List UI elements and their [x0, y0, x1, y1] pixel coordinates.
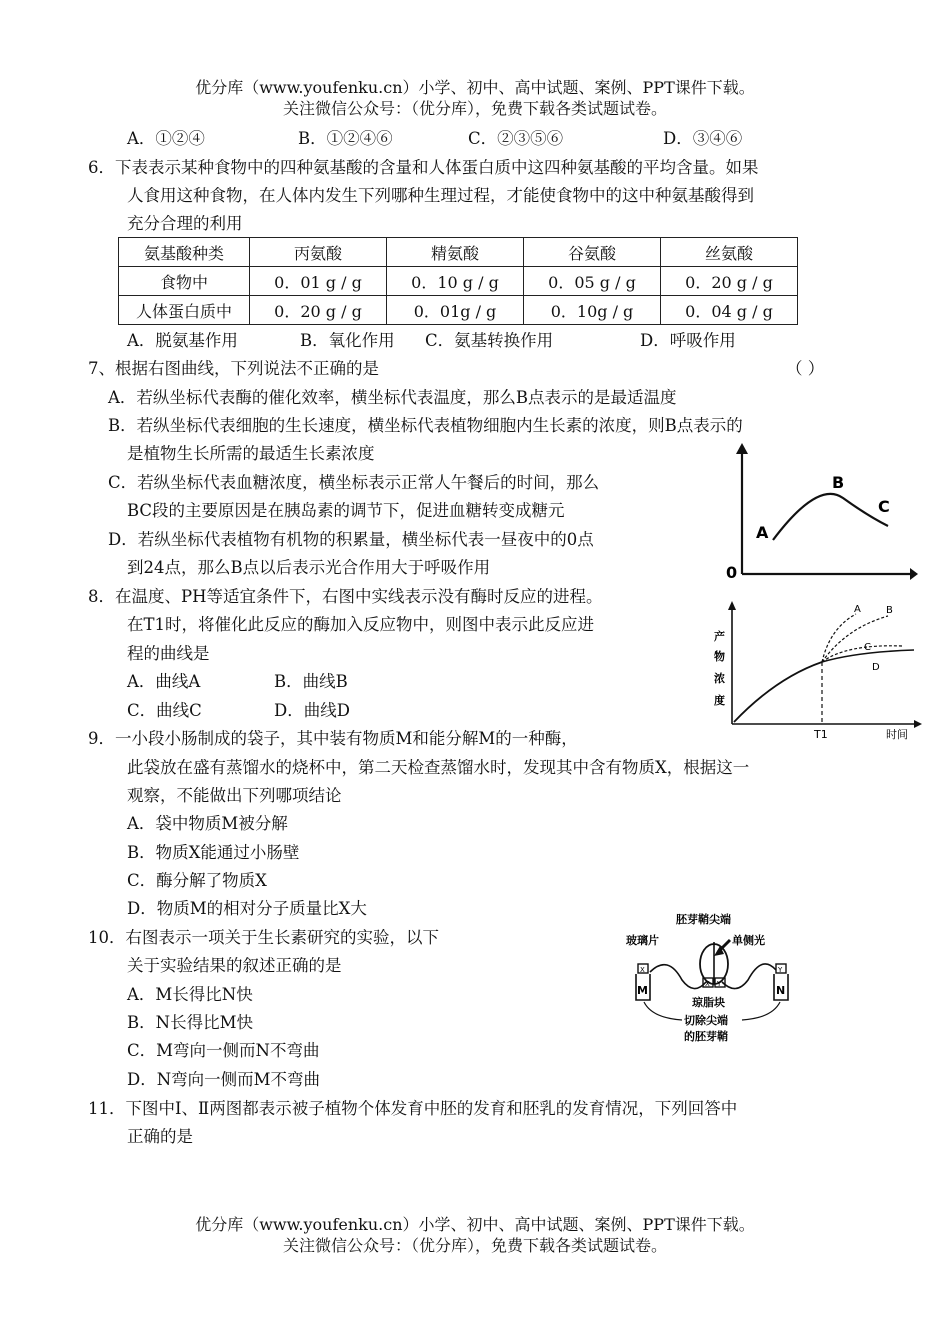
q9-option-d: D．物质M的相对分子质量比X大 — [127, 899, 367, 918]
cut-label-1: 切除尖端 — [684, 1014, 728, 1027]
ylabel-char: 产 — [714, 630, 725, 643]
q9-option-c: C．酶分解了物质X — [127, 871, 267, 890]
curve-label-b: B — [886, 605, 893, 616]
y-axis-arrow-icon — [736, 443, 748, 454]
table-header-row — [119, 238, 798, 267]
header-line-1: 优分库（www.youfenku.cn）小学、初中、高中试题、案例、PPT课件下载。 — [195, 78, 755, 97]
pointer-line-n — [742, 1002, 780, 1020]
q7-option-a: A．若纵坐标代表酶的催化效率，横坐标代表温度，那么B点表示的是最适温度 — [108, 388, 677, 407]
q10-option-c: C．M弯向一侧而N不弯曲 — [127, 1041, 320, 1060]
q6-option-d: D．呼吸作用 — [640, 331, 736, 350]
arrow-to-n — [722, 964, 776, 989]
q6-option-a: A．脱氨基作用 — [127, 331, 238, 350]
ylabel-char: 物 — [714, 650, 725, 663]
xlabel: 时间 — [886, 728, 908, 741]
q6-stem-1: 6．下表表示某种食物中的四种氨基酸的含量和人体蛋白质中这四种氨基酸的平均含量。如果 — [88, 158, 759, 177]
q6-option-c: C．氨基转换作用 — [425, 331, 554, 350]
arrow-to-m — [650, 965, 706, 989]
x-axis-arrow-icon — [910, 568, 918, 580]
q9-stem-1: 9．一小段小肠制成的袋子，其中装有物质M和能分解M的一种酶， — [88, 729, 578, 748]
table-header-cell: 丙氨酸 — [250, 238, 387, 267]
table-header-cell: 氨基酸种类 — [119, 238, 250, 267]
m-agar-label: X — [640, 966, 645, 974]
table-cell: 0．20 g / g — [250, 296, 387, 325]
table-header-cell: 谷氨酸 — [524, 238, 661, 267]
label-c: C — [878, 497, 890, 516]
table-cell: 人体蛋白质中 — [119, 296, 250, 325]
solid-curve-no-enzyme — [734, 662, 822, 722]
curve-label-c: C — [864, 642, 871, 653]
curve-label-d: D — [872, 662, 880, 673]
q7-stem: 7、根据右图曲线，下列说法不正确的是 — [88, 359, 379, 378]
q6-stem-3: 充分合理的利用 — [127, 214, 243, 233]
q8-stem-3: 程的曲线是 — [127, 644, 210, 663]
q10-option-d: D．N弯向一侧而M不弯曲 — [127, 1070, 321, 1089]
n-agar-label: Y — [778, 966, 783, 974]
q6-option-b: B．氧化作用 — [300, 331, 395, 350]
amino-acid-table — [118, 237, 798, 325]
q8-option-d: D．曲线D — [274, 701, 350, 720]
q8-stem-2: 在T1时，将催化此反应的酶加入反应物中，则图中表示此反应进 — [127, 615, 595, 634]
label-a: A — [756, 523, 769, 542]
q5-option-d: D．③④⑥ — [663, 129, 743, 148]
label-b: B — [832, 473, 845, 492]
q7-answer-paren: （ ） — [786, 359, 825, 378]
x-axis-arrow-icon — [914, 720, 922, 728]
q8-option-b: B．曲线B — [274, 672, 348, 691]
q8-option-c: C．曲线C — [127, 701, 202, 720]
q5-option-c: C．②③⑤⑥ — [468, 129, 564, 148]
table-cell: 0．20 g / g — [661, 267, 798, 296]
q10-option-a: A．M长得比N快 — [127, 985, 253, 1004]
y-axis-arrow-icon — [728, 601, 736, 610]
q7-curve-figure — [718, 440, 918, 588]
curve-abc — [773, 494, 888, 540]
table-cell: 0．01 g / g — [250, 267, 387, 296]
n-label: N — [776, 984, 786, 997]
q7-option-d-2: 到24点，那么B点以后表示光合作用大于呼吸作用 — [127, 558, 491, 577]
q5-option-b: B．①②④⑥ — [298, 129, 393, 148]
origin-label: 0 — [726, 563, 738, 582]
q10-stem-2: 关于实验结果的叙述正确的是 — [127, 956, 342, 975]
table-cell: 0．10g / g — [524, 296, 661, 325]
curve-a — [822, 614, 856, 662]
curve-label-a: A — [854, 604, 861, 615]
light-label: 单侧光 — [732, 934, 765, 947]
table-cell: 0．04 g / g — [661, 296, 798, 325]
q10-stem-1: 10．右图表示一项关于生长素研究的实验，以下 — [88, 928, 439, 947]
q9-stem-2: 此袋放在盛有蒸馏水的烧杯中，第二天检查蒸馏水时，发现其中含有物质X，根据这一 — [127, 758, 750, 777]
cut-label-2: 的胚芽鞘 — [684, 1030, 728, 1043]
table-header-cell: 精氨酸 — [387, 238, 524, 267]
q5-option-a: A．①②④ — [127, 129, 205, 148]
t1-label: T1 — [814, 728, 828, 741]
q7-option-b-1: B．若纵坐标代表细胞的生长速度，横坐标代表植物细胞内生长素的浓度，则B点表示的 — [108, 416, 743, 435]
m-label: M — [637, 984, 648, 997]
table-row — [119, 296, 798, 325]
q9-stem-3: 观察，不能做出下列哪项结论 — [127, 786, 342, 805]
q7-option-d-1: D．若纵坐标代表植物有机物的积累量，横坐标代表一昼夜中的0点 — [108, 530, 594, 549]
q11-stem-2: 正确的是 — [127, 1127, 193, 1146]
q6-stem-2: 人食用这种食物，在人体内发生下列哪种生理过程，才能使食物中的这中种氨基酸得到 — [127, 186, 754, 205]
header-line-2: 关注微信公众号：（优分库），免费下载各类试题试卷。 — [282, 99, 667, 118]
q10-option-b: B．N长得比M快 — [127, 1013, 253, 1032]
q7-option-c-2: BC段的主要原因是在胰岛素的调节下，促进血糖转变成糖元 — [127, 501, 565, 520]
agar-y-label: Y — [717, 980, 722, 988]
q8-option-a: A．曲线A — [127, 672, 201, 691]
agar-label: 琼脂块 — [692, 996, 725, 1009]
pointer-line-m — [644, 1002, 682, 1020]
q11-stem-1: 11．下图中Ⅰ、Ⅱ两图都表示被子植物个体发育中胚的发育和胚乳的发育情况，下列回答中 — [88, 1099, 738, 1118]
q7-option-b-2: 是植物生长所需的最适生长素浓度 — [127, 444, 375, 463]
table-header-cell: 丝氨酸 — [661, 238, 798, 267]
q7-option-c-1: C．若纵坐标代表血糖浓度，横坐标表示正常人午餐后的时间，那么 — [108, 473, 600, 492]
q8-stem-1: 8．在温度、PH等适宜条件下，右图中实线表示没有酶时反应的进程。 — [88, 587, 603, 606]
table-cell: 0．05 g / g — [524, 267, 661, 296]
ylabel-char: 度 — [714, 694, 725, 707]
table-cell: 0．01g / g — [387, 296, 524, 325]
q10-auxin-figure — [622, 908, 802, 1058]
tip-label: 胚芽鞘尖端 — [676, 913, 731, 926]
table-cell: 0．10 g / g — [387, 267, 524, 296]
glass-label: 玻璃片 — [626, 934, 659, 947]
footer-line-1: 优分库（www.youfenku.cn）小学、初中、高中试题、案例、PPT课件下载。 — [195, 1215, 755, 1234]
footer-line-2: 关注微信公众号：（优分库），免费下载各类试题试卷。 — [282, 1236, 667, 1255]
table-row — [119, 267, 798, 296]
ylabel-char: 浓 — [714, 672, 725, 685]
table-cell: 食物中 — [119, 267, 250, 296]
q9-option-b: B．物质X能通过小肠壁 — [127, 843, 300, 862]
q9-option-a: A．袋中物质M被分解 — [127, 814, 288, 833]
agar-x-label: X — [705, 980, 710, 988]
q8-reaction-figure — [706, 598, 924, 742]
